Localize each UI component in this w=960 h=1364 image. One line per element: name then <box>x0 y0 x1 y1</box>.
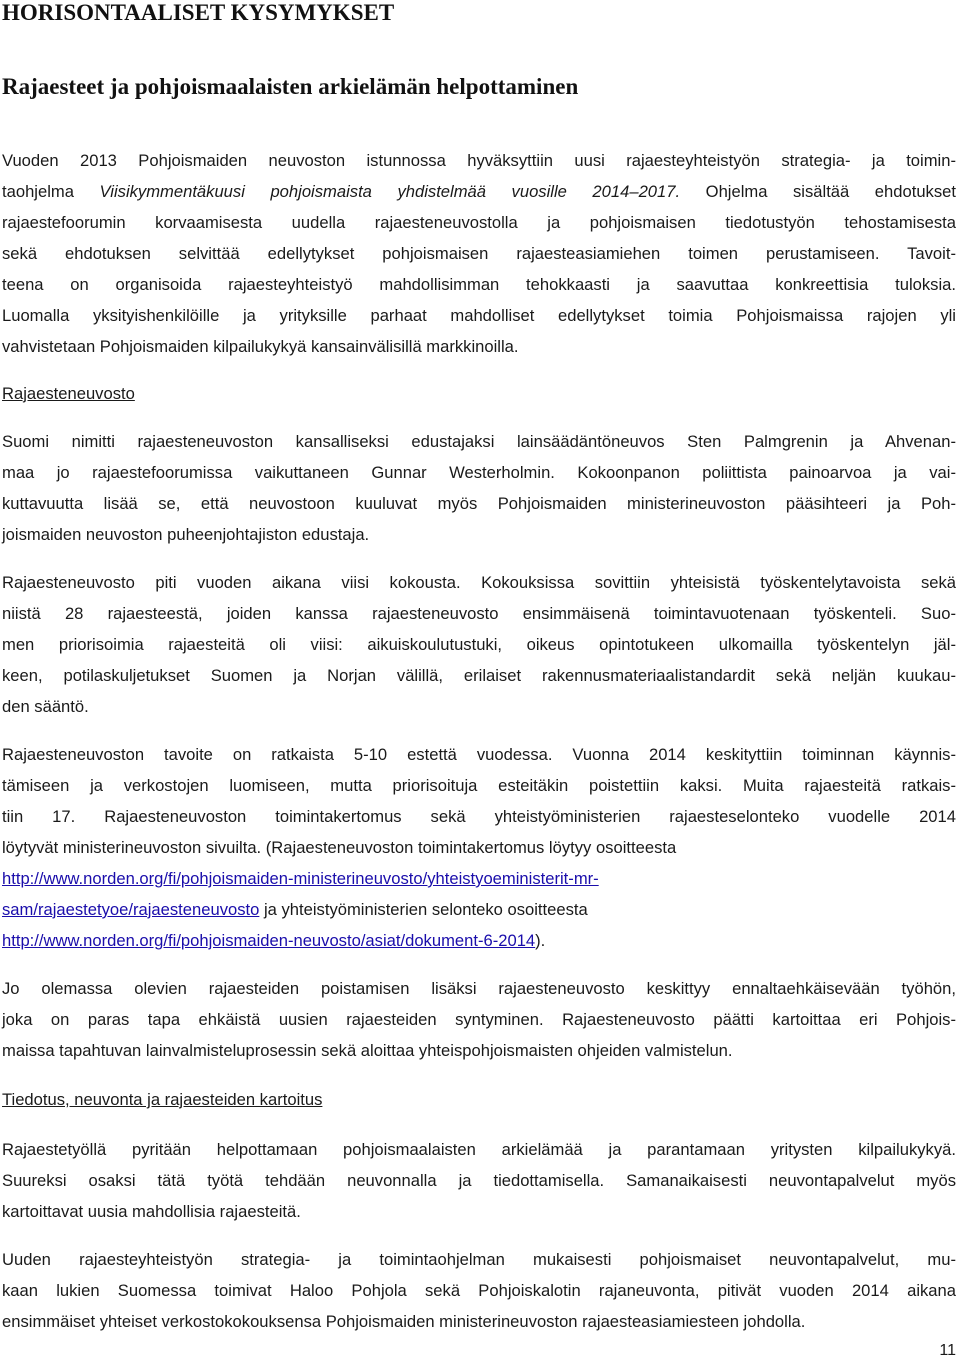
text-line: http://www.norden.org/fi/pohjoismaiden-neuvosto/asiat/dokument-6-2014). <box>2 931 546 950</box>
paragraph-intro <box>2 145 956 362</box>
text-line: Vuoden 2013 Pohjoismaiden neuvoston istunnossa hyväksyttiin uusi rajaesteyhteistyön strategia- ja toimin- <box>2 151 956 170</box>
text-line: Uuden rajaesteyhteistyön strategia- ja toimintaohjelman mukaisesti pohjoismaiset neuvontapalvelut, mu- <box>2 1250 956 1269</box>
paragraph-prevention <box>2 973 956 1066</box>
text-line: joismaiden neuvoston puheenjohtajiston edustaja. <box>2 525 370 544</box>
text-line: ensimmäiset yhteiset verkostokokouksensa Pohjoismaiden ministerineuvoston rajaesteasiamiesteen johdolla. <box>2 1312 806 1331</box>
text-line: vahvistetaan Pohjoismaiden kilpailukykyä kansainvälisillä markkinoilla. <box>2 337 519 356</box>
section-title-tiedotus: Tiedotus, neuvonta ja rajaesteiden kartoitus <box>2 1090 323 1109</box>
text-line: Suureksi osaksi tätä työtä tehdään neuvonnalla ja tiedottamisella. Samanaikaisesti neuvontapalvelut myös <box>2 1171 956 1190</box>
text-line: löytyvät ministerineuvoston sivuilta. (Rajaesteneuvoston toimintakertomus löytyy osoitteesta <box>2 838 677 857</box>
ministers-report-link[interactable]: http://www.norden.org/fi/pohjoismaiden-neuvosto/asiat/dokument-6-2014 <box>2 931 536 950</box>
text-line: kuttavuutta lisää se, että neuvostoon kuuluvat myös Pohjoismaiden ministerineuvoston pääsihteeri ja Poh- <box>2 494 956 513</box>
paragraph-information <box>2 1134 956 1227</box>
text-line: rajaestefoorumin korvaamisesta uudella rajaesteneuvostolla ja pohjoismaisen tiedotustyön tehostamisesta <box>2 213 956 232</box>
activity-report-link-cont[interactable]: sam/rajaestetyoe/rajaesteneuvosto <box>2 900 260 919</box>
text-line: keen, potilaskuljetukset Suomen ja Norjan välillä, erilaiset rakennusmateriaalistandardit sekä neljän kuukau- <box>2 666 956 685</box>
text-line: men priorisoimia rajaesteitä oli viisi: aikuiskoulutustuki, oikeus opintotukeen ulkomailla työskentelyn jäl- <box>2 635 956 654</box>
text-line: tiin 17. Rajaesteneuvoston toimintakertomus sekä yhteistyöministerien rajaesteselonteko vuodelle 2014 <box>2 807 956 826</box>
text-line: Rajaesteneuvoston tavoite on ratkaista 5-10 estettä vuodessa. Vuonna 2014 keskityttiin toiminnan käynnis- <box>2 745 956 764</box>
text-line <box>2 863 956 894</box>
section-title-rajaesteneuvosto: Rajaesteneuvosto <box>2 384 135 403</box>
text-line: tämiseen ja verkostojen luomiseen, mutta priorisoituja esteitäkin poistettiin kaksi. Muita rajaesteitä ratkais- <box>2 776 956 795</box>
program-title: Viisikymmentäkuusi pohjoismaista yhdistelmää vuosille 2014–2017. <box>99 182 681 201</box>
paragraph-goals <box>2 739 956 956</box>
document-heading: HORISONTAALISET KYSYMYKSET <box>2 0 395 25</box>
paragraph-council-members <box>2 426 956 550</box>
document-subheading: Rajaesteet ja pohjoismaalaisten arkielämän helpottaminen <box>2 74 579 99</box>
text-line: sam/rajaestetyoe/rajaesteneuvosto ja yhteistyöministerien selonteko osoitteesta <box>2 900 588 919</box>
text-line: maa jo rajaestefoorumissa vaikuttaneen Gunnar Westerholmin. Kokoonpanon poliittista painoarvoa ja vai- <box>2 463 956 482</box>
text-line: Jo olemassa olevien rajaesteiden poistamisen lisäksi rajaesteneuvosto keskittyy ennaltaehkäisevään työhön, <box>2 979 956 998</box>
text-line: den sääntö. <box>2 697 89 716</box>
text-line: maissa tapahtuvan lainvalmisteluprosessin sekä aloittaa yhteispohjoismaisten ohjeiden valmistelun. <box>2 1041 733 1060</box>
paragraph-advisory-services <box>2 1244 956 1337</box>
text-line: taohjelma Viisikymmentäkuusi pohjoismaista yhdistelmää vuosille 2014–2017. Ohjelma sisältää ehdotukset <box>2 182 956 201</box>
text-line: Rajaestetyöllä pyritään helpottamaan pohjoismaalaisten arkielämää ja parantamaan yritysten kilpailukykyä. <box>2 1140 956 1159</box>
paragraph-meetings <box>2 567 956 722</box>
text-line: joka on paras tapa ehkäistä uusien rajaesteiden syntyminen. Rajaesteneuvosto päätti kartoittaa eri Pohjois- <box>2 1010 956 1029</box>
text-line: kaan lukien Suomessa toimivat Haloo Pohjola sekä Pohjoiskalotin rajaneuvonta, pitivät vuoden 2014 aikana <box>2 1281 956 1300</box>
text-line: teena on organisoida rajaesteyhteistyö mahdollisimman tehokkaasti ja saavuttaa konkreettisia tuloksia. <box>2 275 956 294</box>
text-line: Rajaesteneuvosto piti vuoden aikana viisi kokousta. Kokouksissa sovittiin yhteisistä työskentelytavoista sekä <box>2 573 956 592</box>
text-line: Suomi nimitti rajaesteneuvoston kansalliseksi edustajaksi lainsäädäntöneuvos Sten Palmgrenin ja Ahvenan- <box>2 432 956 451</box>
text-line: Luomalla yksityishenkilöille ja yrityksille parhaat mahdolliset edellytykset toimia Pohjoismaissa rajojen yli <box>2 306 956 325</box>
text-line: niistä 28 rajaesteestä, joiden kanssa rajaesteneuvosto ensimmäisenä toimintavuotenaan työskenteli. Suo- <box>2 604 956 623</box>
text-line: sekä ehdotuksen selvittää edellytykset pohjoismaisen rajaesteasiamiehen toimen perustamiseen. Tavoit- <box>2 244 956 263</box>
activity-report-link[interactable]: http://www.norden.org/fi/pohjoismaiden-ministerineuvosto/yhteistyoeministerit-mr- <box>2 869 599 888</box>
page-number: 11 <box>939 1342 956 1359</box>
text-line: kartoittavat uusia mahdollisia rajaesteitä. <box>2 1202 301 1221</box>
